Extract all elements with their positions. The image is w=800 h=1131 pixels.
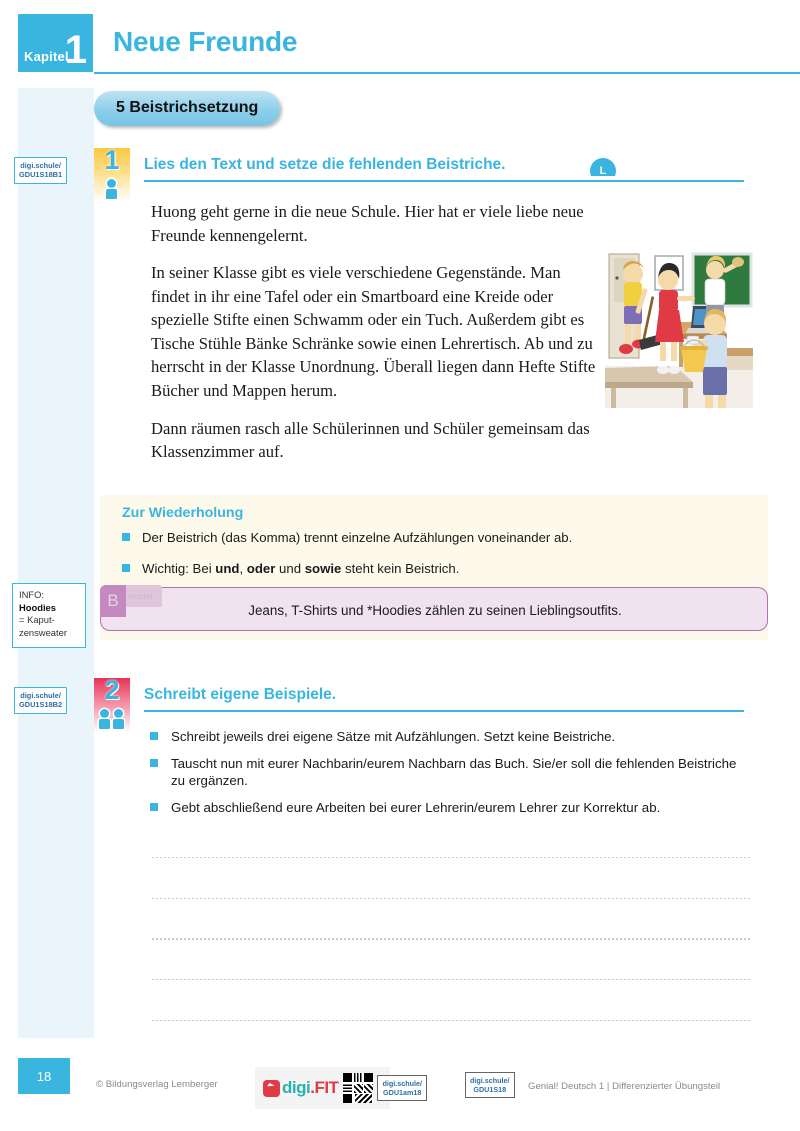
code-badge-1-line2: GDU1S18B1 bbox=[19, 170, 63, 180]
task-item-text: Gebt abschließend eure Arbeiten bei eurer Lehrerin/eurem Lehrer zur Korrektur ab. bbox=[171, 800, 661, 816]
wiederholung-title: Zur Wiederholung bbox=[122, 505, 244, 521]
margin-column bbox=[18, 88, 94, 1038]
wiederholung-item-text-part: und bbox=[275, 560, 305, 576]
writing-line[interactable] bbox=[152, 898, 752, 899]
digifit-code-badge[interactable] bbox=[377, 1075, 427, 1101]
info-box bbox=[12, 583, 86, 648]
footer-code-line1: digi.schule/ bbox=[470, 1076, 510, 1085]
square-bullet-icon bbox=[122, 564, 130, 572]
reading-text bbox=[151, 200, 599, 464]
info-box-definition: = Kaput-zensweater bbox=[19, 614, 67, 639]
digifit-name-b: .FIT bbox=[310, 1078, 339, 1097]
chapter-badge bbox=[18, 14, 93, 72]
single-person-icon bbox=[106, 179, 117, 199]
info-box-term: Hoodies bbox=[19, 601, 56, 613]
writing-line[interactable] bbox=[152, 938, 752, 939]
reading-paragraph-2: In seiner Klasse gibt es viele verschiedene Gegenstände. Man findet in ihr eine Tafel oder ein Smartboard eine Kreide oder spezielle Stifte einen Schwamm oder ein Tuch. Außerdem gibt es Tische Stühle Bänke Schränke sowie einen Lehrertisch. Ab und zu herrscht in der Klasse Unordnung. Überall liegen dann Hefte Stifte Bücher und Mappen herum. bbox=[151, 263, 596, 400]
writing-line[interactable] bbox=[152, 1020, 752, 1021]
digifit-code-line1: digi.schule/ bbox=[382, 1079, 422, 1088]
header-divider bbox=[94, 72, 800, 74]
exercise-1-underline bbox=[144, 180, 744, 182]
copyright-notice: © Bildungsverlag Lemberger bbox=[96, 1079, 218, 1090]
pair-person-icon-right bbox=[113, 709, 124, 729]
info-box-label: INFO: bbox=[19, 589, 44, 600]
example-tab-letter: B bbox=[100, 585, 126, 617]
square-bullet-icon bbox=[150, 759, 158, 767]
footer-code-badge[interactable] bbox=[465, 1072, 515, 1098]
wiederholung-item-text-part: Wichtig: Bei bbox=[142, 560, 216, 576]
task-item bbox=[150, 799, 750, 817]
page-header bbox=[0, 0, 800, 74]
topic-pill: 5 Beistrichsetzung bbox=[94, 91, 280, 126]
pair-person-icon-left bbox=[99, 709, 110, 729]
exercise-2-number: 2 bbox=[104, 678, 120, 705]
classroom-illustration bbox=[605, 248, 753, 408]
code-badge-1-line1: digi.schule/ bbox=[20, 161, 61, 170]
wiederholung-item-text: Der Beistrich (das Komma) trennt einzelne Aufzählungen voneinander ab. bbox=[142, 530, 573, 545]
level-badge-l-label: L bbox=[590, 158, 616, 176]
chapter-number: 1 bbox=[64, 28, 87, 72]
book-reference: Genial! Deutsch 1 | Differenzierter Übungsteil bbox=[528, 1081, 721, 1092]
example-sentence: Jeans, T-Shirts und *Hoodies zählen zu seinen Lieblingsoutfits. bbox=[248, 602, 622, 618]
code-badge-2-line2: GDU1S18B2 bbox=[19, 700, 63, 710]
task-item bbox=[150, 755, 750, 790]
qr-code-icon[interactable] bbox=[343, 1073, 373, 1103]
wiederholung-item-text-part: sowie bbox=[304, 560, 342, 576]
wiederholung-list bbox=[122, 529, 752, 591]
digifit-code-line2: GDU1am18 bbox=[383, 1088, 422, 1097]
reading-paragraph-1: Huong geht gerne in die neue Schule. Hier hat er viele liebe neue Freunde kennengelernt. bbox=[151, 202, 584, 245]
page-number: 18 bbox=[18, 1058, 70, 1094]
task-item-text: Schreibt jeweils drei eigene Sätze mit Aufzählungen. Setzt keine Beistriche. bbox=[171, 729, 616, 744]
exercise-1-number: 1 bbox=[104, 148, 120, 175]
exercise-1-title: Lies den Text und setze die fehlenden Beistriche. bbox=[144, 156, 506, 173]
square-bullet-icon bbox=[150, 803, 158, 811]
wiederholung-item-text-part: , bbox=[239, 560, 247, 576]
writing-line[interactable] bbox=[152, 979, 752, 980]
exercise-1-badge bbox=[94, 148, 130, 202]
exercise-2-title: Schreibt eigene Beispiele. bbox=[144, 686, 337, 703]
page-title: Neue Freunde bbox=[113, 26, 298, 57]
task-item bbox=[150, 728, 750, 746]
answer-writing-lines[interactable] bbox=[152, 857, 752, 1060]
example-band bbox=[100, 587, 768, 631]
digi-schule-code-badge-2[interactable] bbox=[14, 687, 67, 714]
digi-schule-code-badge-1[interactable] bbox=[14, 157, 67, 184]
code-badge-2-line1: digi.schule/ bbox=[20, 691, 61, 700]
digifit-name-a: digi bbox=[282, 1078, 311, 1097]
square-bullet-icon bbox=[122, 533, 130, 541]
digifit-wordmark bbox=[282, 1078, 338, 1098]
wiederholung-item bbox=[122, 560, 752, 578]
digifit-logo-block[interactable] bbox=[255, 1067, 422, 1109]
cursor-icon bbox=[263, 1080, 280, 1097]
wiederholung-item-text-part: oder bbox=[246, 560, 276, 576]
task-item-text: Tauscht nun mit eurer Nachbarin/eurem Nachbarn das Buch. Sie/er soll die fehlenden Beistriche zu ergänzen. bbox=[171, 755, 737, 789]
footer-code-line2: GDU1S18 bbox=[473, 1085, 507, 1094]
reading-paragraph-3: Dann räumen rasch alle Schülerinnen und Schüler gemeinsam das Klassenzimmer auf. bbox=[151, 418, 590, 462]
wiederholung-item-text-part: steht kein Beistrich. bbox=[341, 560, 460, 576]
level-badge-l bbox=[588, 158, 618, 176]
example-tab-rest: eispiel bbox=[128, 591, 153, 601]
exercise-2-badge bbox=[94, 678, 130, 732]
wiederholung-item bbox=[122, 529, 752, 547]
writing-line[interactable] bbox=[152, 857, 752, 858]
exercise-2-underline bbox=[144, 710, 744, 712]
square-bullet-icon bbox=[150, 732, 158, 740]
exercise-2-task-list bbox=[150, 728, 750, 826]
wiederholung-item-text-part: und bbox=[215, 560, 240, 576]
chapter-label: Kapitel bbox=[24, 49, 69, 64]
